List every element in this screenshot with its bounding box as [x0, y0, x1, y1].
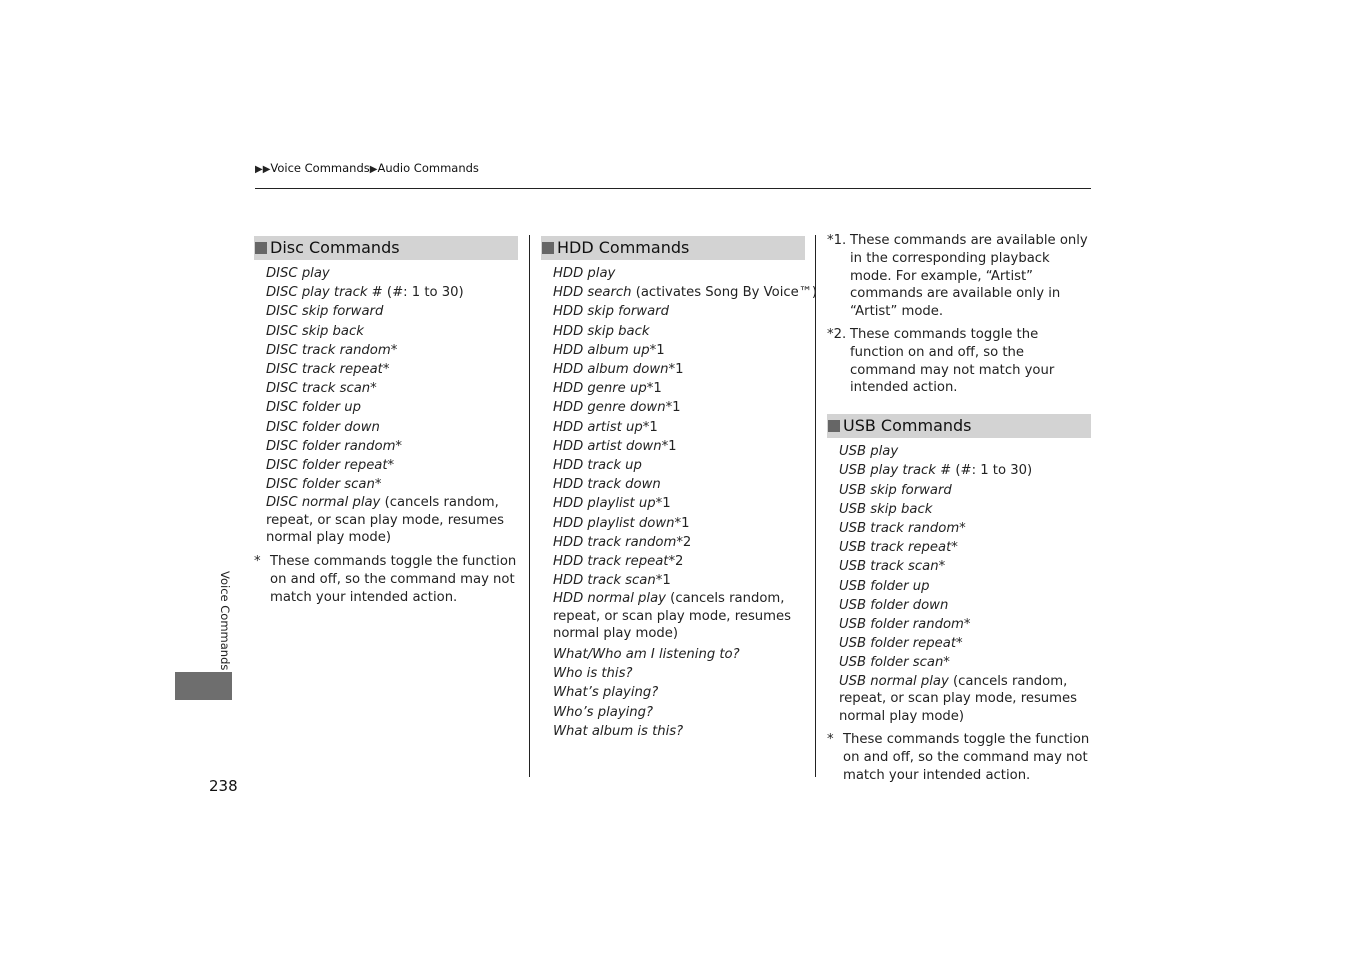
hdd-commands-section [541, 236, 818, 741]
hdd-commands-heading: HDD Commands [541, 236, 805, 260]
list-item: USB folder down [839, 597, 949, 613]
disc-footnote: * These commands toggle the function on and off, so the command may not match your intended action. [254, 553, 517, 605]
list-item: USB track scan* [839, 559, 946, 575]
list-item: DISC play track # (#: 1 to 30) [266, 285, 464, 301]
list-item: USB folder scan* [839, 655, 950, 671]
list-item: What album is this? [553, 723, 684, 739]
square-bullet-icon [255, 242, 267, 254]
breadcrumb-audio-commands: Audio Commands [377, 161, 479, 175]
list-item: USB play track # (#: 1 to 30) [839, 463, 1033, 479]
list-item: What/Who am I listening to? [553, 646, 740, 662]
list-item: DISC skip back [266, 323, 364, 339]
list-item: DISC folder random* [266, 438, 403, 454]
usb-command-list [827, 438, 1091, 727]
list-item: USB play [839, 444, 899, 460]
list-item: HDD track repeat*2 [553, 554, 684, 570]
list-item: USB folder up [839, 578, 930, 594]
list-item: HDD genre up*1 [553, 381, 662, 397]
column-divider-1 [529, 235, 530, 777]
list-item: DISC track scan* [266, 381, 377, 397]
list-item: DISC play [266, 266, 330, 281]
list-item: DISC folder scan* [266, 477, 382, 493]
list-item: USB skip forward [839, 482, 952, 498]
list-item: HDD artist down*1 [553, 438, 677, 454]
square-bullet-icon [542, 242, 554, 254]
right-column [827, 232, 1091, 785]
list-item: HDD album up*1 [553, 342, 665, 358]
list-item: HDD track down [553, 477, 661, 493]
list-item: USB folder random* [839, 617, 971, 632]
list-item: HDD skip forward [553, 304, 669, 320]
list-item: Who’s playing? [553, 704, 654, 720]
list-item: DISC skip forward [266, 304, 384, 320]
footnote-1: *1. These commands are available only in the corresponding playback mode. For example, “Artist” commands are available only in “Artist” mode. [827, 233, 1088, 320]
list-item: HDD play [553, 266, 616, 281]
list-item: What’s playing? [553, 685, 659, 701]
list-item: DISC folder down [266, 419, 380, 435]
list-item: HDD normal play (cancels random, repeat, or scan play mode, resumes normal play mode) [553, 591, 791, 642]
list-item: HDD artist up*1 [553, 419, 658, 435]
breadcrumb-arrows-icon: ▶▶ [255, 164, 271, 175]
column-divider-2 [815, 235, 816, 777]
list-item: HDD track scan*1 [553, 573, 671, 589]
hdd-command-list [541, 260, 818, 741]
side-section-tab [175, 672, 232, 700]
page-number: 238 [209, 777, 238, 795]
side-section-label: Voice Commands [218, 571, 232, 671]
list-item: USB normal play (cancels random, repeat, or scan play mode, resumes normal play mode) [839, 673, 1077, 724]
list-item: HDD playlist up*1 [553, 496, 671, 512]
disc-command-list [254, 260, 518, 549]
header-rule [255, 188, 1091, 189]
usb-commands-heading: USB Commands [827, 414, 1091, 438]
breadcrumb-separator-icon: ▶ [369, 164, 378, 175]
list-item: USB track repeat* [839, 540, 958, 556]
disc-commands-heading: Disc Commands [254, 236, 518, 260]
breadcrumb [255, 161, 479, 175]
list-item: DISC folder up [266, 400, 362, 416]
list-item: HDD genre down*1 [553, 400, 681, 416]
footnote-2: *2. These commands toggle the function on and off, so the command may not match your intended action. [827, 326, 1055, 396]
list-item: DISC track repeat* [266, 362, 390, 378]
list-item: HDD album down*1 [553, 362, 684, 378]
list-item: HDD search (activates Song By Voice™) [553, 285, 818, 301]
square-bullet-icon [828, 420, 840, 432]
usb-commands-section [827, 414, 1091, 785]
disc-commands-section [254, 236, 518, 607]
list-item: HDD track random*2 [553, 534, 692, 550]
list-item: DISC normal play (cancels random, repeat, or scan play mode, resumes normal play mode) [266, 495, 504, 546]
list-item: HDD track up [553, 458, 642, 474]
list-item: USB skip back [839, 501, 933, 517]
usb-footnote: * These commands toggle the function on and off, so the command may not match your intended action. [827, 732, 1090, 784]
breadcrumb-voice-commands[interactable]: Voice Commands [270, 161, 370, 175]
list-item: DISC folder repeat* [266, 458, 395, 474]
list-item: HDD skip back [553, 323, 650, 339]
list-item: HDD playlist down*1 [553, 515, 690, 531]
list-item: USB track random* [839, 520, 966, 536]
list-item: DISC track random* [266, 342, 398, 358]
list-item: USB folder repeat* [839, 636, 963, 652]
list-item: Who is this? [553, 666, 633, 682]
